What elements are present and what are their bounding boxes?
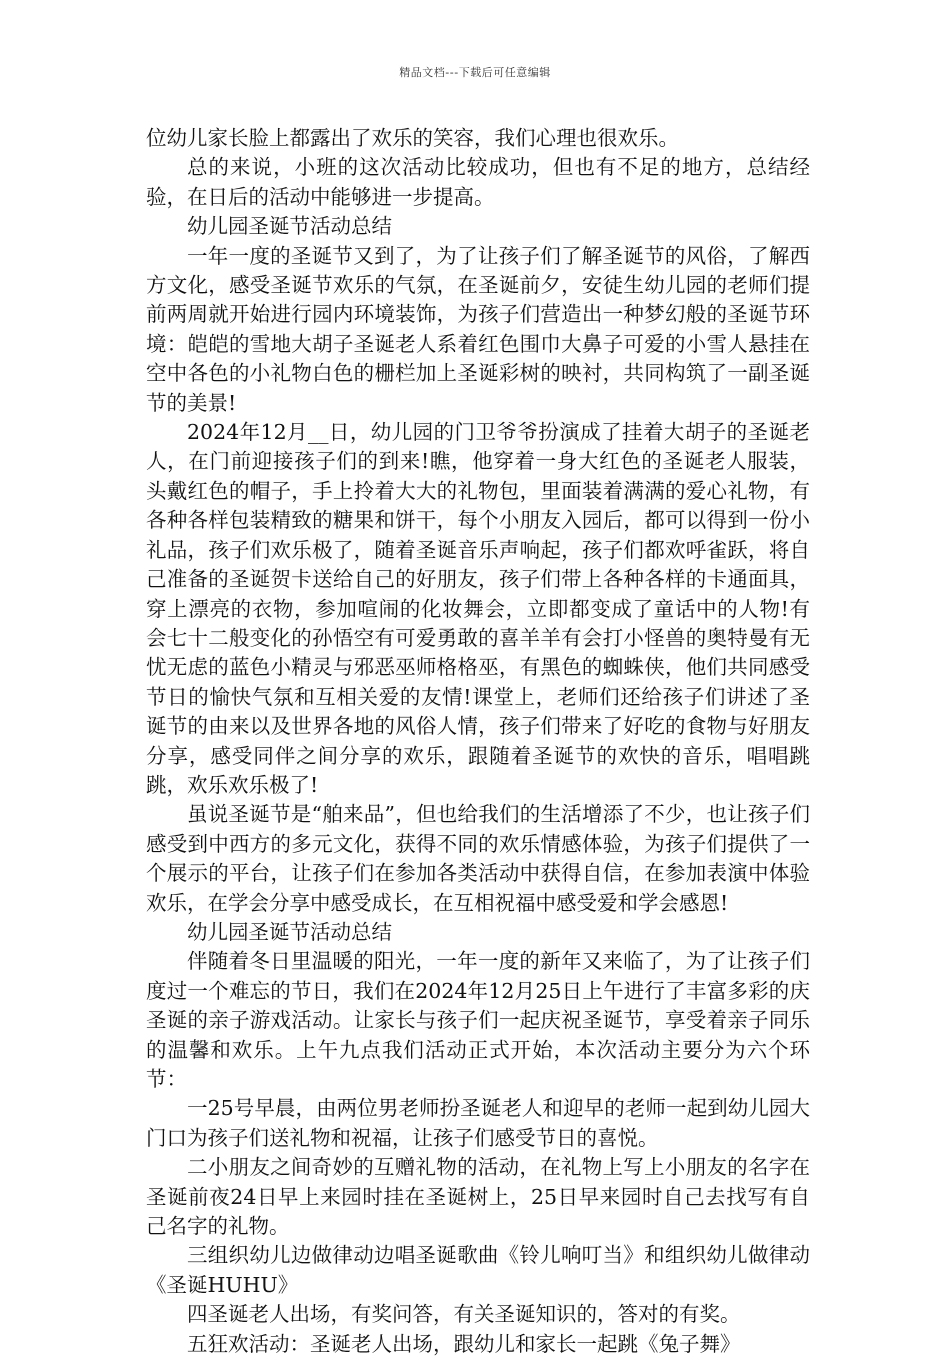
document-body [146, 124, 810, 1359]
paragraph: 虽说圣诞节是“舶来品”，但也给我们的生活增添了不少，也让孩子们感受到中西方的多元文化，获得不同的欢乐情感体验，为孩子们提供了一个展示的平台，让孩子们在参加各类活动中获得自信，在参加表演中体验欢乐，在学会分享中感受成长，在互相祝福中感受爱和学会感恩! [146, 802, 810, 915]
list-item: 三组织幼儿边做律动边唱圣诞歌曲《铃儿响叮当》和组织幼儿做律动《圣诞HUHU》 [146, 1243, 810, 1297]
list-item: 二小朋友之间奇妙的互赠礼物的活动，在礼物上写上小朋友的名字在圣诞前夜24日早上来园时挂在圣诞树上，25日早来园时自己去找写有自己名字的礼物。 [146, 1155, 810, 1239]
paragraph: 2024年12月__日，幼儿园的门卫爷爷扮演成了挂着大胡子的圣诞老人，在门前迎接孩子们的到来!瞧，他穿着一身大红色的圣诞老人服装，头戴红色的帽子，手上拎着大大的礼物包，里面装着满满的爱心礼物，有各种各样包装精致的糖果和饼干，每个小朋友入园后，都可以得到一份小礼品，孩子们欢乐极了，随着圣诞音乐声响起，孩子们都欢呼雀跃，将自己准备的圣诞贺卡送给自己的好朋友，孩子们带上各种各样的卡通面具，穿上漂亮的衣物，参加喧闹的化妆舞会，立即都变成了童话中的人物!有会七十二般变化的孙悟空有可爱勇敢的喜羊羊有会打小怪兽的奥特曼有无忧无虑的蓝色小精灵与邪恶巫师格格巫，有黑色的蜘蛛侠，他们共同感受节日的愉快气氛和互相关爱的友情!课堂上，老师们还给孩子们讲述了圣诞节的由来以及世界各地的风俗人情，孩子们带来了好吃的食物与好朋友分享，感受同伴之间分享的欢乐，跟随着圣诞节的欢快的音乐，唱唱跳跳，欢乐欢乐极了! [146, 420, 810, 797]
page-header: 精品文档---下载后可任意编辑 [399, 66, 551, 79]
paragraph: 位幼儿家长脸上都露出了欢乐的笑容，我们心理也很欢乐。 [146, 126, 679, 150]
section-title: 幼儿园圣诞节活动总结 [187, 214, 392, 239]
paragraph: 总的来说，小班的这次活动比较成功，但也有不足的地方，总结经验，在日后的活动中能够进一步提高。 [146, 155, 810, 209]
section-title: 幼儿园圣诞节活动总结 [187, 919, 392, 944]
paragraph: 一年一度的圣诞节又到了，为了让孩子们了解圣诞节的风俗，了解西方文化，感受圣诞节欢乐的气氛，在圣诞前夕，安徒生幼儿园的老师们提前两周就开始进行园内环境装饰，为孩子们营造出一种梦幻般的圣诞节环境：皑皑的雪地大胡子圣诞老人系着红色围巾大鼻子可爱的小雪人悬挂在空中各色的小礼物白色的栅栏加上圣诞彩树的映衬，共同构筑了一副圣诞节的美景! [146, 243, 810, 415]
list-item: 五狂欢活动：圣诞老人出场，跟幼儿和家长一起跳《兔子舞》 [187, 1331, 741, 1356]
list-item: 四圣诞老人出场，有奖问答，有关圣诞知识的，答对的有奖。 [187, 1302, 741, 1327]
list-item: 一25号早晨，由两位男老师扮圣诞老人和迎早的老师一起到幼儿园大门口为孩子们送礼物和祝福，让孩子们感受节日的喜悦。 [146, 1096, 810, 1150]
paragraph: 伴随着冬日里温暖的阳光，一年一度的新年又来临了，为了让孩子们度过一个难忘的节日，我们在2024年12月25日上午进行了丰富多彩的庆圣诞的亲子游戏活动。让家长与孩子们一起庆祝圣诞节，享受着亲子同乐的温馨和欢乐。上午九点我们活动正式开始，本次活动主要分为六个环节： [146, 949, 810, 1091]
